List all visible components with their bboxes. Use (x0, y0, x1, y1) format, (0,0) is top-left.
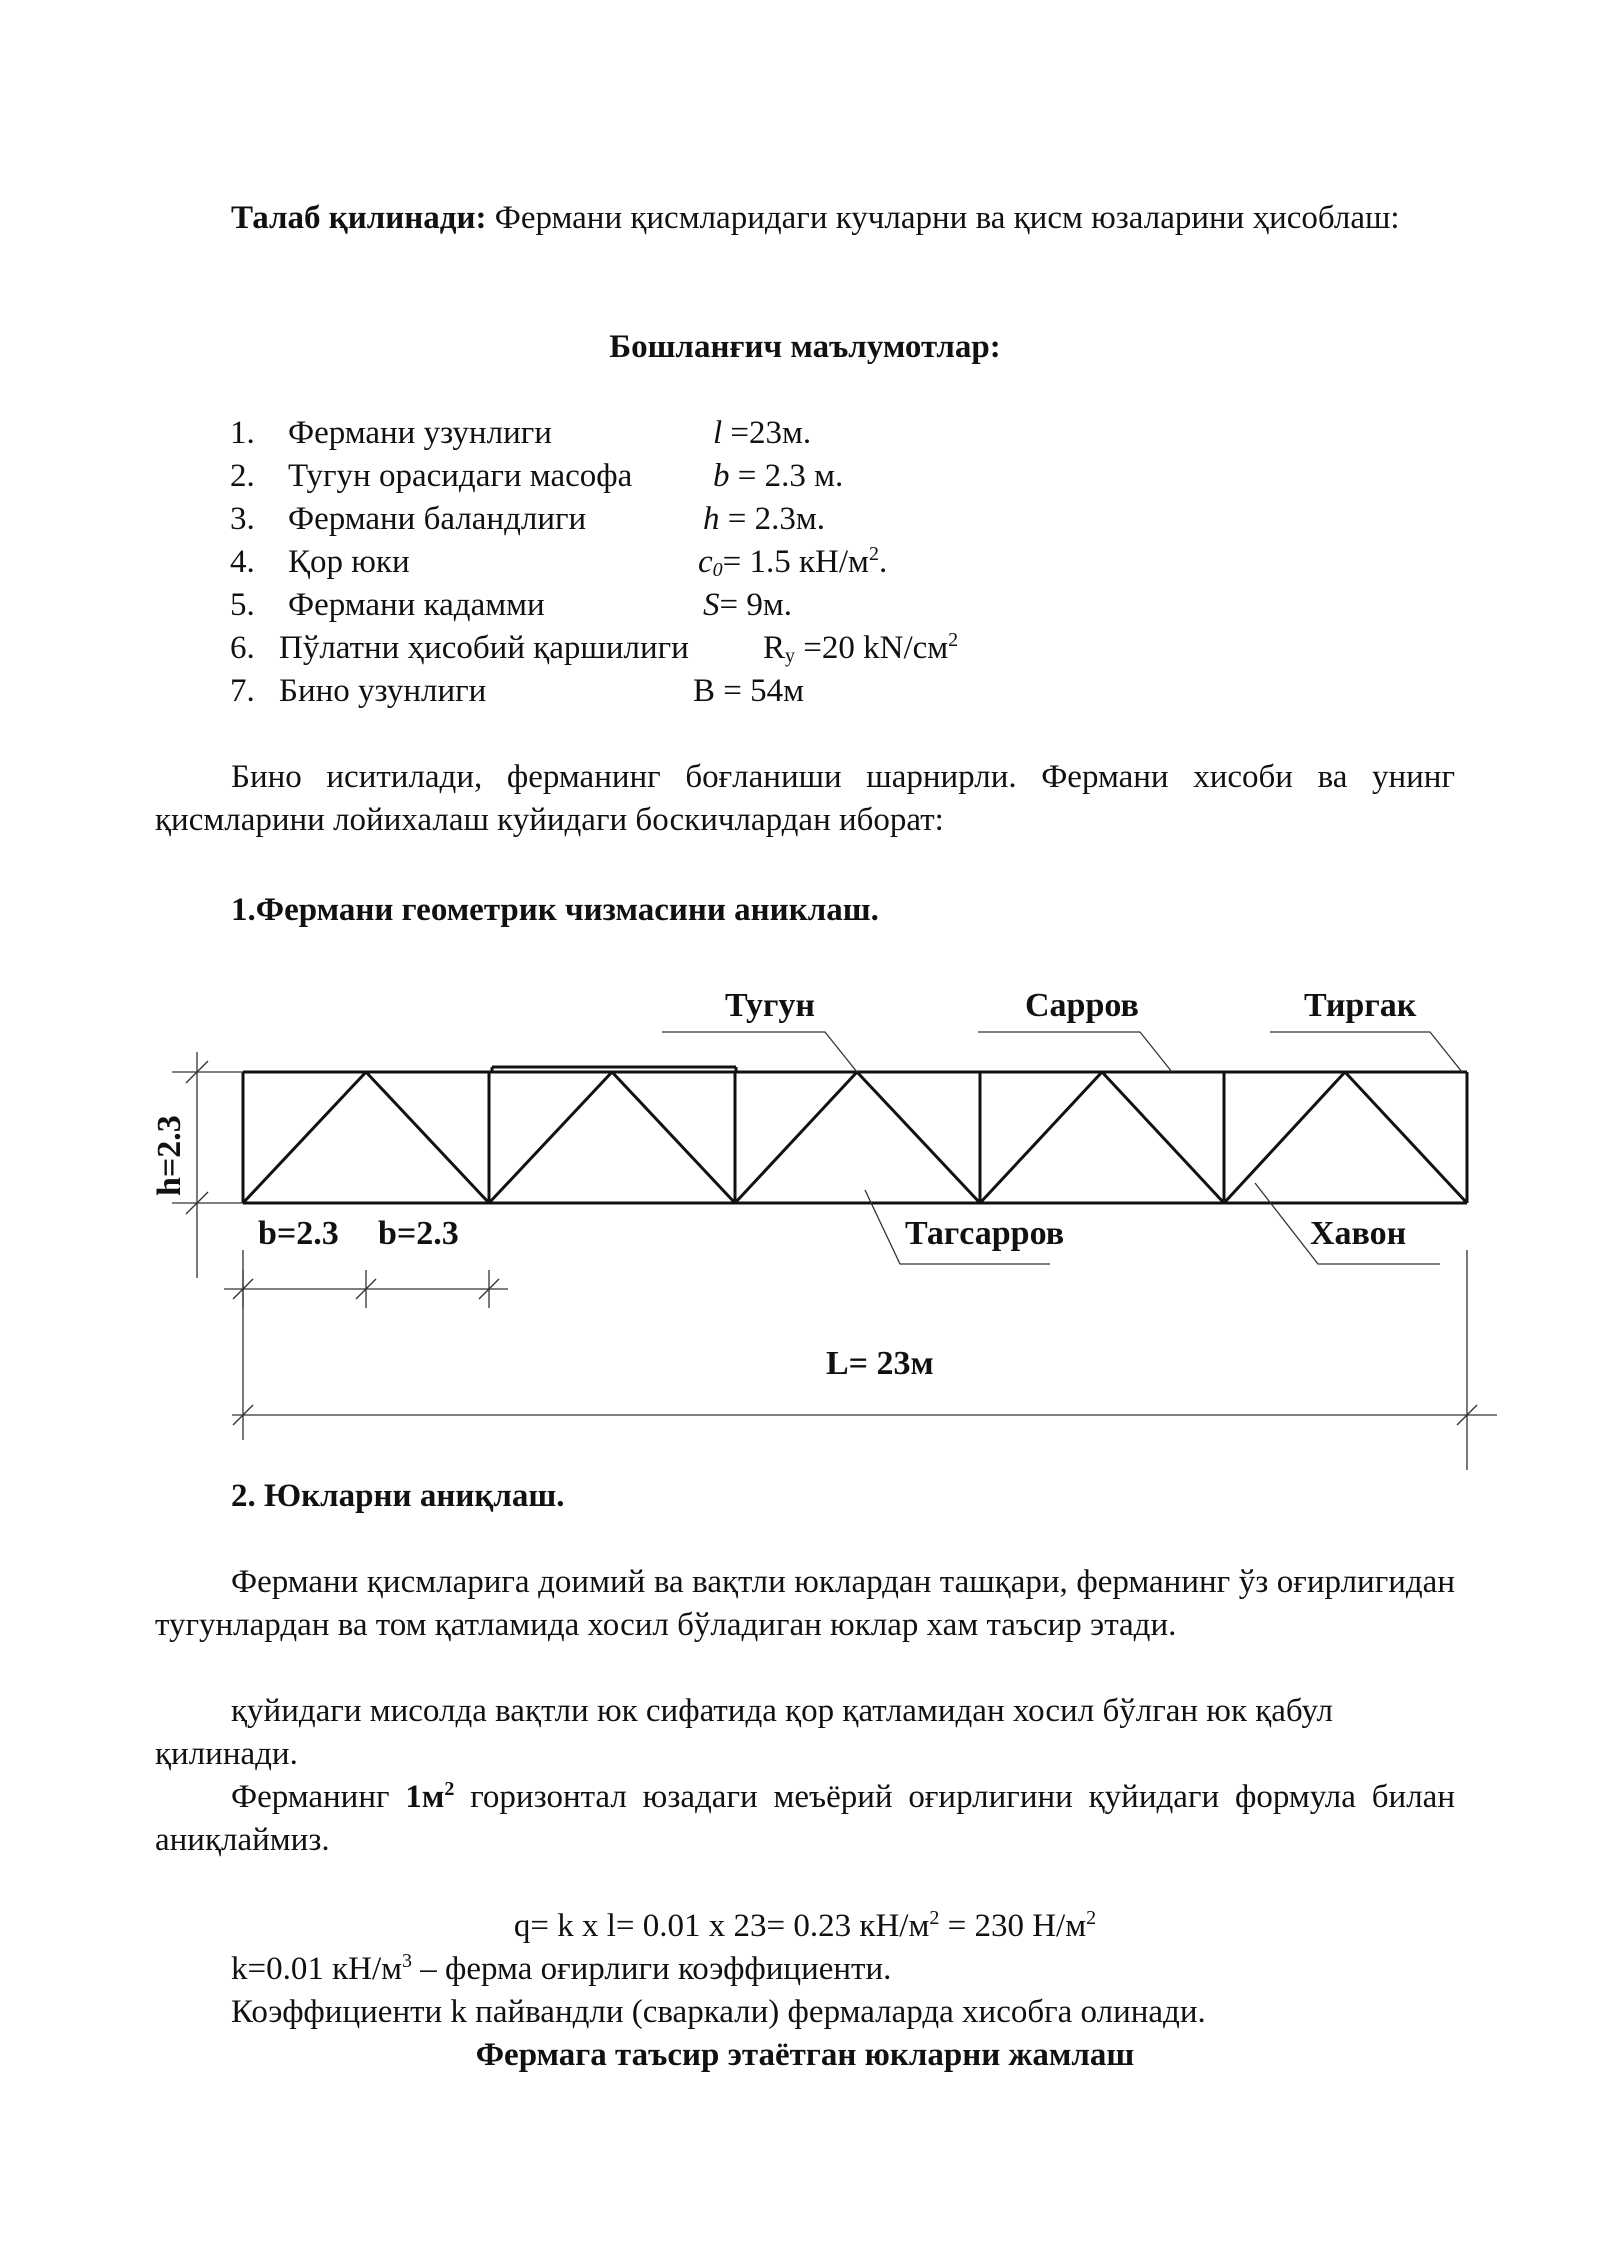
list-number: 6. (230, 630, 255, 666)
var-symbol: S (703, 587, 720, 623)
truss-diagram (0, 960, 1600, 1480)
leader-top-chord (978, 1032, 1172, 1072)
intro-bold: Талаб қилинади: (231, 200, 487, 236)
list-value (703, 584, 792, 627)
loads-paragraph-2: қуйидаги мисолда вақтли юк сифатида қор қатламидан хосил бўлган юк қабул қилинади. (155, 1693, 1333, 1772)
formula (155, 1905, 1455, 1948)
var-symbol: h (703, 501, 720, 537)
brace (366, 1072, 489, 1203)
brace (1345, 1072, 1467, 1203)
label-node: Тугун (725, 987, 816, 1024)
list-label: Қор юки (288, 544, 410, 580)
list-label: Бино узунлиги (279, 673, 487, 709)
list-number: 7. (230, 673, 255, 709)
intro-paragraph (155, 197, 1455, 240)
brace (1224, 1072, 1345, 1203)
list-number: 5. (230, 587, 255, 623)
heading-initial-data: Бошланғич маълумотлар: (609, 329, 1001, 365)
label-b1: b=2.3 (258, 1215, 339, 1252)
var-symbol: R (763, 630, 786, 666)
value-text: =23м. (722, 415, 812, 451)
var-symbol: b (713, 458, 730, 494)
value-text: =20 kN/cм (795, 630, 949, 666)
list-value (713, 412, 811, 455)
loads-paragraph-1: Фермани қисмларига доимий ва вақтли юклардан ташқари, ферманинг ўз оғирлигидан тугунлардан ва том қатламида хосил бўладиган юклар хам таъсир этади. (155, 1564, 1455, 1643)
formula-sup-1: 2 (929, 1907, 940, 1929)
value-text: B = 54м (693, 673, 805, 709)
building-paragraph: Бино иситилади, ферманинг боғланиши шарнирли. Фермани хисоби ва унинг қисмларини лойихалаш куйидаги боскичлардан иборат: (155, 759, 1455, 838)
list-label: Фермани узунлиги (288, 415, 552, 451)
value-tail: . (878, 544, 888, 580)
list-number: 2. (230, 458, 255, 494)
var-subscript: y (785, 645, 796, 667)
section-2-heading: 2. Юкларни аниқлаш. (231, 1478, 565, 1514)
list-value (693, 670, 804, 713)
brace (243, 1072, 366, 1203)
label-height: h=2.3 (151, 1115, 188, 1196)
list-label: Фермани кадамми (288, 587, 545, 623)
formula-part-2: = 230 Н/м (939, 1908, 1087, 1944)
text-before: Ферманинг (231, 1779, 406, 1815)
bold-unit: 1м (405, 1779, 445, 1815)
var-symbol: c (698, 544, 713, 580)
list-value (698, 541, 887, 584)
label-b2: b=2.3 (378, 1215, 459, 1252)
list-value (713, 455, 843, 498)
value-text: = 2.3 м. (729, 458, 844, 494)
brace (1102, 1072, 1224, 1203)
intro-text: Фермани қисмларидаги кучларни ва қисм юзаларини ҳисоблаш: (486, 200, 1400, 236)
k-coefficient-line (231, 1948, 1431, 1991)
brace (612, 1072, 735, 1203)
k-line-part-2: – ферма оғирлиги коэффициенти. (412, 1951, 892, 1987)
label-top-chord: Сарров (1025, 987, 1139, 1024)
unit-superscript: 2 (948, 629, 959, 651)
list-number: 3. (230, 501, 255, 537)
truss-structure (243, 1067, 1467, 1203)
value-text: = 2.3м. (719, 501, 825, 537)
unit-superscript: 2 (868, 543, 879, 565)
list-number: 1. (230, 415, 255, 451)
list-value (763, 627, 958, 670)
k-line-sup: 3 (402, 1950, 413, 1972)
formula-sup-2: 2 (1086, 1907, 1097, 1929)
brace (735, 1072, 857, 1203)
formula-part-1: q= k x l= 0.01 x 23= 0.23 кН/м (513, 1908, 930, 1944)
section-1-heading: 1.Фермани геометрик чизмасини аниклаш. (231, 892, 879, 928)
list-label: Фермани баландлиги (288, 501, 587, 537)
label-bottom-chord: Тагсарров (905, 1215, 1065, 1252)
loads-paragraph-3 (155, 1776, 1455, 1862)
list-label: Тугун орасидаги масофа (288, 458, 633, 494)
label-post: Тиргак (1304, 987, 1417, 1024)
text-after: горизонтал юзадаги меъёрий оғирлигини қуйидаги формула билан аниқлаймиз. (155, 1779, 1455, 1858)
brace (980, 1072, 1102, 1203)
label-length: L= 23м (826, 1345, 934, 1382)
brace (857, 1072, 980, 1203)
value-text: = 9м. (719, 587, 792, 623)
var-symbol: l (713, 415, 723, 451)
leader-post (1270, 1032, 1462, 1072)
label-brace: Хавон (1310, 1215, 1407, 1252)
bold-superscript: 2 (444, 1778, 455, 1800)
list-number: 4. (230, 544, 255, 580)
var-subscript: 0 (712, 559, 723, 581)
value-text: = 1.5 кН/м (722, 544, 869, 580)
final-heading: Фермага таъсир этаётган юкларни жамлаш (475, 2037, 1135, 2073)
brace (489, 1072, 612, 1203)
coefficient-note: Коэффициенти k пайвандли (сваркали) фермаларда хисобга олинади. (231, 1994, 1206, 2030)
k-line-part-1: k=0.01 кН/м (231, 1951, 403, 1987)
list-label: Пўлатни ҳисобий қаршилиги (279, 630, 689, 666)
list-value (703, 498, 825, 541)
